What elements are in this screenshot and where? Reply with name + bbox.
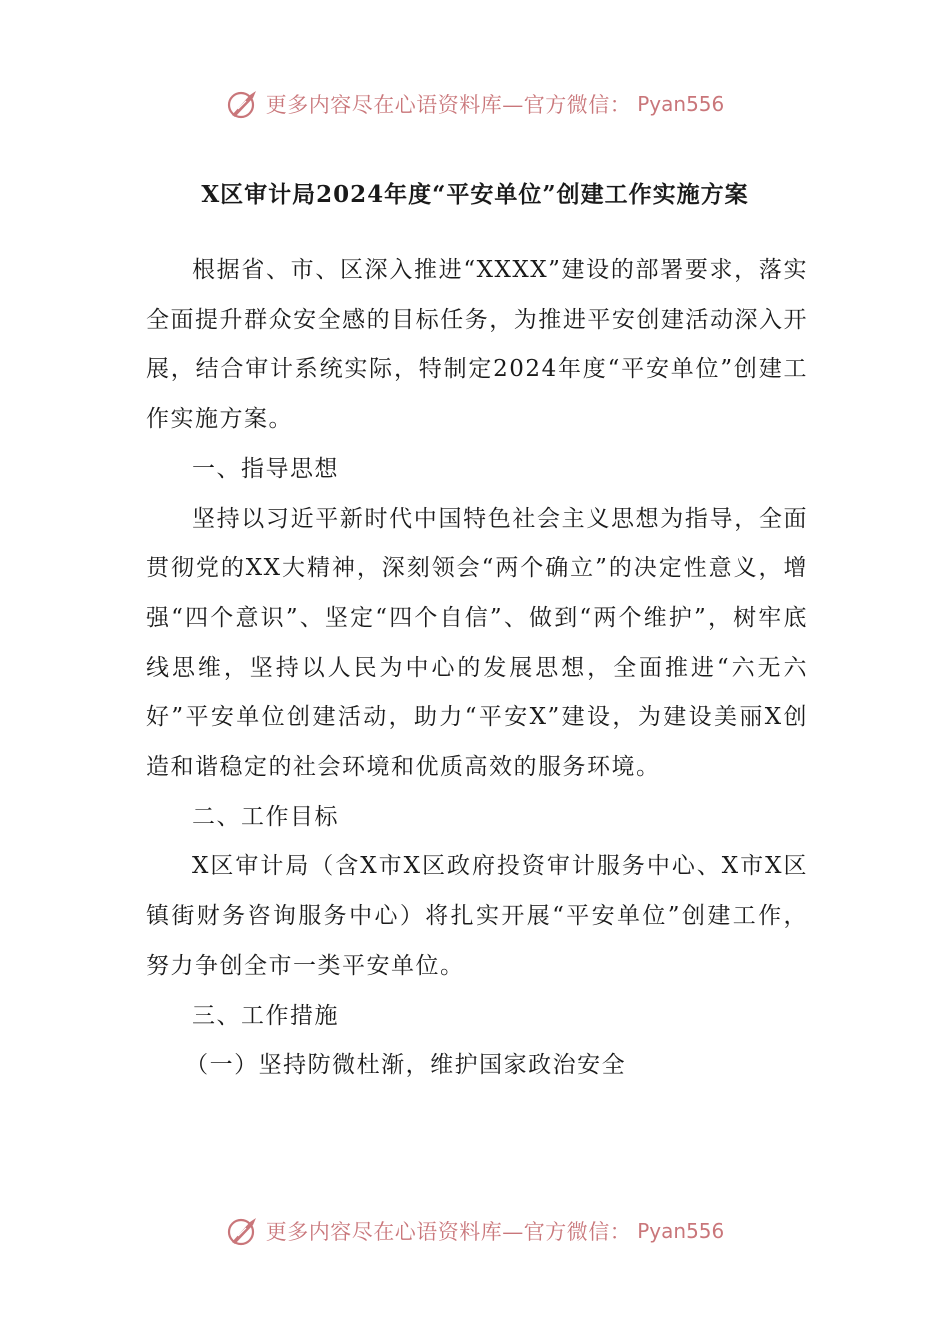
section-1-paragraph: 坚持以习近平新时代中国特色社会主义思想为指导，全面贯彻党的XX大精神，深刻领会“两个确立”的决定性意义，增强“四个意识”、坚定“四个自信”、做到“两个维护”，树牢底线思维，坚持以人民为中心的发展思想，全面推进“六无六好”平安单位创建活动，助力“平安X”建设，为建设美丽X创造和谐稳定的社会环境和优质高效的服务环境。 — [146, 505, 808, 781]
watermark-text: 更多内容尽在心语资料库—官方微信： — [265, 93, 632, 117]
section-2-heading: 二、工作目标 — [192, 803, 339, 830]
intro-paragraph: 根据省、市、区深入推进“XXXX”建设的部署要求，落实全面提升群众安全感的目标任务，为推进平安创建活动深入开展，结合审计系统实际，特制定2024年度“平安单位”创建工作实施方案。 — [146, 257, 808, 433]
footer-watermark — [0, 1211, 950, 1251]
section-2-paragraph: X区审计局（含X市X区政府投资审计服务中心、X市X区镇街财务咨询服务中心）将扎实开展“平安单位”创建工作，努力争创全市一类平安单位。 — [146, 853, 808, 979]
header-watermark — [0, 84, 950, 124]
quill-pen-logo-icon — [226, 1214, 260, 1248]
section-3-heading: 三、工作措施 — [192, 1002, 339, 1029]
quill-pen-logo-icon — [226, 87, 260, 121]
section-1-heading: 一、指导思想 — [192, 455, 339, 482]
section-3-subheading-1: （一）坚持防微杜渐，维护国家政治安全 — [185, 1052, 627, 1079]
watermark-wechat-id: Pyan556 — [637, 1219, 725, 1243]
document-title: X区审计局2024年度“平安单位”创建工作实施方案 — [201, 181, 749, 208]
watermark-text: 更多内容尽在心语资料库—官方微信： — [265, 1220, 632, 1244]
watermark-wechat-id: Pyan556 — [637, 92, 725, 116]
document-body — [146, 246, 808, 1091]
